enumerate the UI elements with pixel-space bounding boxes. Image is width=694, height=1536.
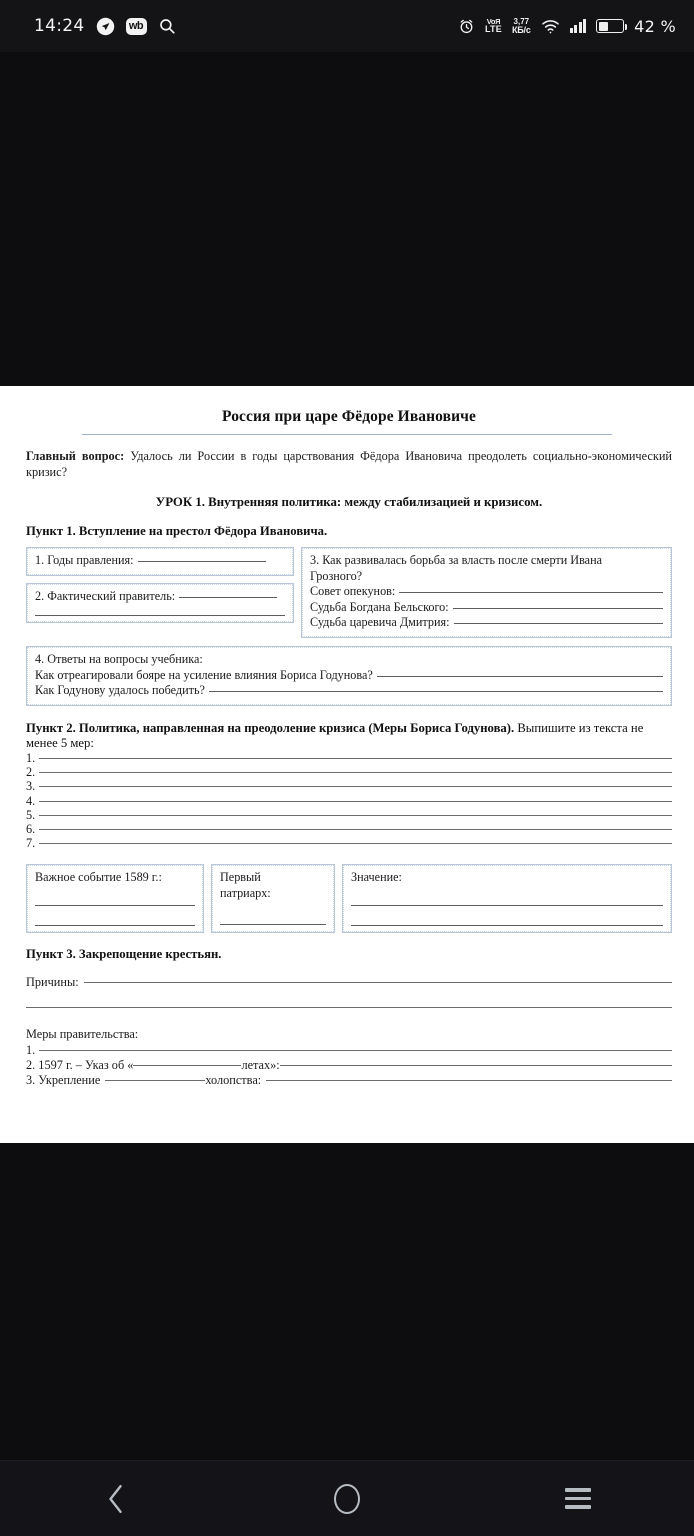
list-item-number: 4. bbox=[26, 793, 36, 808]
box-textbook-answers-row2-label: Как Годунову удалось победить? bbox=[35, 683, 205, 698]
wb-app-icon: wb bbox=[126, 18, 147, 35]
gov-measure-2-blank-end[interactable] bbox=[280, 1065, 672, 1066]
list-item-blank[interactable] bbox=[39, 786, 672, 787]
lesson-heading: УРОК 1. Внутренняя политика: между стабилизацией и кризисом. bbox=[155, 494, 543, 509]
gov-measure-1-blank[interactable] bbox=[39, 1050, 672, 1051]
page-title: Россия при царе Фёдоре Ивановиче bbox=[222, 408, 476, 425]
clock-time: 14:24 bbox=[34, 16, 85, 36]
list-item[interactable] bbox=[26, 780, 672, 793]
point2-heading-bold: Пункт 2. Политика, направленная на преодоление кризиса (Меры Бориса Годунова). bbox=[26, 720, 515, 735]
search-icon bbox=[158, 17, 176, 35]
list-item-number: 2. bbox=[26, 765, 36, 780]
point3-heading: Пункт 3. Закрепощение крестьян. bbox=[26, 946, 222, 961]
battery-icon bbox=[596, 19, 624, 33]
causes-blank-2[interactable] bbox=[26, 994, 672, 1008]
point1-heading: Пункт 1. Вступление на престол Фёдора Ивановича. bbox=[26, 523, 328, 538]
list-item-number: 5. bbox=[26, 807, 36, 822]
list-item-number: 1. bbox=[26, 750, 36, 765]
status-bar-right bbox=[458, 17, 676, 36]
gov-measure-row-2[interactable] bbox=[26, 1058, 672, 1072]
box-significance[interactable] bbox=[342, 864, 672, 933]
box-textbook-answers-row1-blank[interactable] bbox=[377, 676, 663, 677]
status-bar bbox=[0, 0, 694, 52]
box-power-struggle-row1-label: Совет опекунов: bbox=[310, 584, 396, 599]
box-years-of-reign-blank[interactable] bbox=[138, 561, 266, 562]
list-item-blank[interactable] bbox=[39, 815, 672, 816]
box-first-patriarch[interactable] bbox=[211, 864, 335, 933]
list-item-number: 6. bbox=[26, 822, 36, 837]
empty-area-below-document bbox=[0, 1143, 694, 1460]
list-item[interactable] bbox=[26, 823, 672, 836]
gov-measure-1-number: 1. bbox=[26, 1042, 36, 1057]
point1-left-column bbox=[26, 547, 294, 623]
back-button[interactable] bbox=[0, 1461, 231, 1536]
box-actual-ruler[interactable] bbox=[26, 583, 294, 624]
box-actual-ruler-blank[interactable] bbox=[179, 597, 277, 598]
box-power-struggle-row1-blank[interactable] bbox=[399, 592, 663, 593]
box-actual-ruler-blank-2[interactable] bbox=[35, 605, 285, 616]
box-first-patriarch-blank[interactable] bbox=[220, 912, 326, 925]
signal-bars-icon bbox=[570, 19, 587, 33]
box-power-struggle[interactable] bbox=[301, 547, 672, 638]
causes-row[interactable] bbox=[26, 975, 672, 990]
wifi-icon bbox=[541, 18, 560, 35]
list-item-blank[interactable] bbox=[39, 758, 672, 759]
list-item[interactable] bbox=[26, 795, 672, 808]
list-item[interactable] bbox=[26, 809, 672, 822]
hamburger-icon bbox=[565, 1488, 591, 1508]
box-textbook-answers-row1-label: Как отреагировали бояре на усиление влияния Бориса Годунова? bbox=[35, 667, 373, 682]
box-years-of-reign[interactable] bbox=[26, 547, 294, 576]
box-first-patriarch-label-line1: Первый bbox=[220, 869, 261, 884]
list-item-blank[interactable] bbox=[39, 843, 672, 844]
empty-area-above-document bbox=[0, 52, 694, 386]
box-important-event-blank-2[interactable] bbox=[35, 913, 195, 926]
gov-measures-label: Меры правительства: bbox=[26, 1026, 139, 1041]
box-significance-label: Значение: bbox=[351, 869, 402, 884]
main-question-label: Главный вопрос: bbox=[26, 449, 125, 463]
point2-heading-rest: Выпишите из текста не менее 5 мер: bbox=[26, 720, 644, 750]
list-item[interactable] bbox=[26, 837, 672, 850]
gov-measure-3-blank-end[interactable] bbox=[266, 1080, 672, 1081]
list-item[interactable] bbox=[26, 752, 672, 765]
alarm-clock-icon bbox=[458, 18, 475, 35]
network-speed-indicator: 3,77 КБ/c bbox=[511, 16, 531, 35]
box-power-struggle-row2-label: Судьба Богдана Бельского: bbox=[310, 599, 449, 614]
box-actual-ruler-label: 2. Фактический правитель: bbox=[35, 588, 176, 603]
point2-answer-lines bbox=[26, 752, 672, 851]
box-textbook-answers[interactable] bbox=[26, 646, 672, 706]
circle-icon bbox=[334, 1484, 360, 1514]
main-question-text: Удалось ли России в годы царствования Фёдора Ивановича преодолеть социально-экономический кризис? bbox=[26, 449, 672, 480]
box-power-struggle-row3-label: Судьба царевича Дмитрия: bbox=[310, 615, 450, 630]
gov-measure-row-3[interactable] bbox=[26, 1073, 672, 1087]
point2-heading bbox=[26, 721, 672, 751]
list-item-number: 3. bbox=[26, 779, 36, 794]
android-navigation-bar bbox=[0, 1460, 694, 1536]
gov-measure-row-1[interactable] bbox=[26, 1043, 672, 1057]
box-power-struggle-row2-blank[interactable] bbox=[453, 608, 663, 609]
causes-label: Причины: bbox=[26, 974, 79, 989]
list-item-blank[interactable] bbox=[39, 801, 672, 802]
box-power-struggle-title-line2: Грозного? bbox=[310, 568, 363, 583]
list-item-blank[interactable] bbox=[39, 772, 672, 773]
box-textbook-answers-title: 4. Ответы на вопросы учебника: bbox=[35, 651, 203, 666]
list-item-number: 7. bbox=[26, 836, 36, 851]
box-important-event-blank-1[interactable] bbox=[35, 893, 195, 906]
navigation-arrow-icon bbox=[96, 17, 115, 36]
patriarchate-boxes-row bbox=[26, 864, 672, 933]
box-significance-blank-1[interactable] bbox=[351, 893, 663, 906]
box-years-of-reign-label: 1. Годы правления: bbox=[35, 552, 134, 567]
box-power-struggle-row3-blank[interactable] bbox=[454, 623, 664, 624]
causes-blank-1[interactable] bbox=[84, 982, 672, 983]
box-significance-blank-2[interactable] bbox=[351, 913, 663, 926]
main-question-paragraph bbox=[26, 448, 672, 481]
chevron-left-icon bbox=[105, 1482, 127, 1516]
box-important-event-1589[interactable] bbox=[26, 864, 204, 933]
box-power-struggle-title-line1: 3. Как развивалась борьба за власть после смерти Ивана bbox=[310, 552, 603, 567]
gov-measure-3-blank-inner[interactable] bbox=[105, 1080, 205, 1081]
status-bar-left bbox=[34, 16, 176, 36]
title-divider bbox=[82, 434, 612, 435]
gov-measure-3-text-pre: 3. Укрепление bbox=[26, 1072, 101, 1087]
point1-boxes-row bbox=[26, 547, 672, 638]
gov-measure-2-text-mid: летах»: bbox=[241, 1057, 280, 1072]
box-important-event-label: Важное событие 1589 г.: bbox=[35, 869, 162, 884]
document-page bbox=[0, 386, 694, 1143]
box-textbook-answers-row2-blank[interactable] bbox=[209, 691, 663, 692]
gov-measure-2-blank-inner[interactable] bbox=[133, 1065, 241, 1066]
box-first-patriarch-label-line2: патриарх: bbox=[220, 885, 271, 900]
list-item-blank[interactable] bbox=[39, 829, 672, 830]
recents-button[interactable] bbox=[463, 1461, 694, 1536]
gov-measure-2-text-pre: 2. 1597 г. – Указ об « bbox=[26, 1057, 134, 1072]
home-button[interactable] bbox=[231, 1461, 462, 1536]
volte-icon: VoЯ LTE bbox=[485, 16, 502, 35]
gov-measure-3-text-mid: холопства: bbox=[205, 1072, 262, 1087]
list-item[interactable] bbox=[26, 766, 672, 779]
battery-percent: 42 % bbox=[634, 16, 676, 36]
